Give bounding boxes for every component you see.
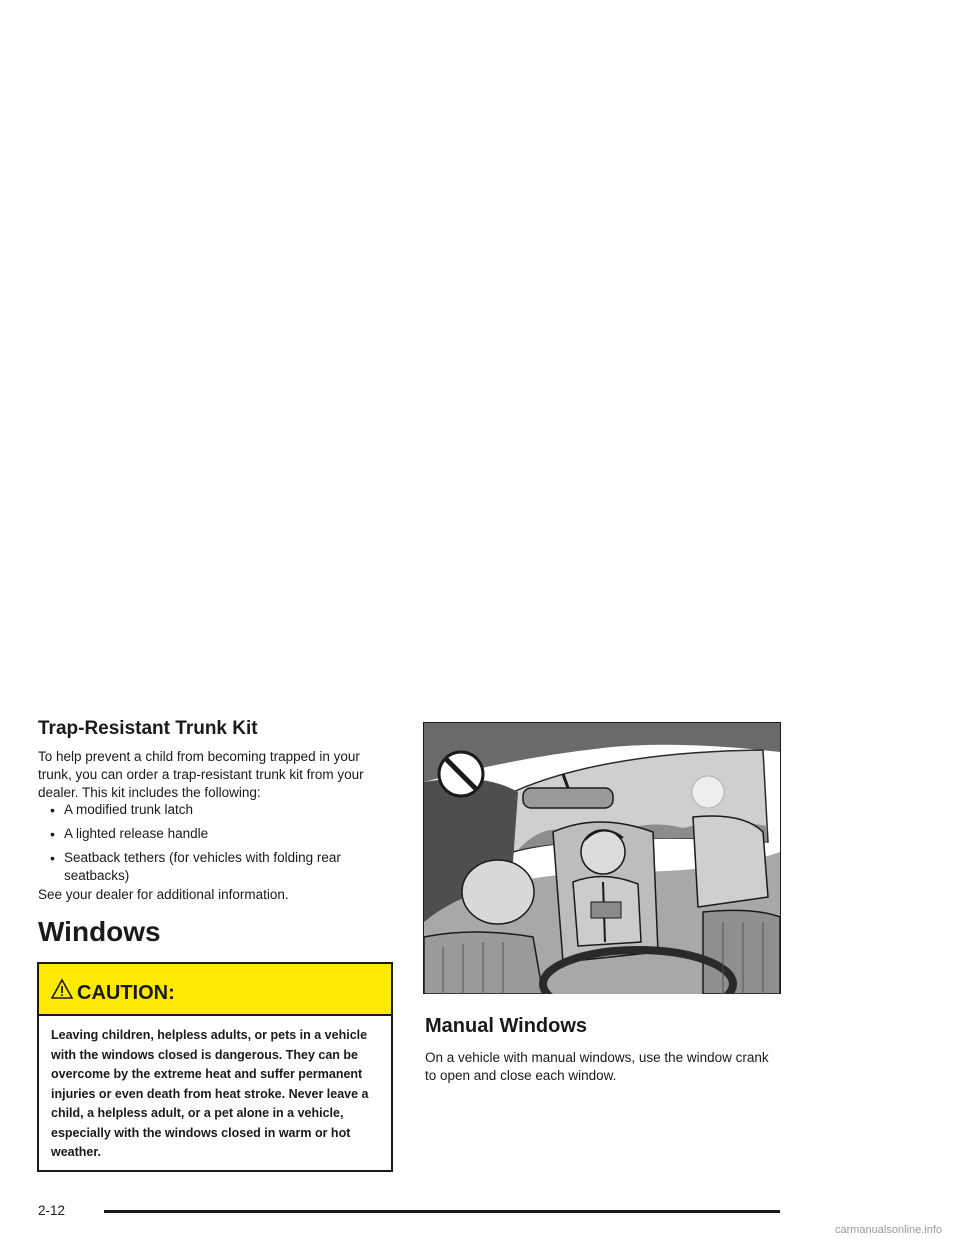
trunk-kit-outro: See your dealer for additional information. xyxy=(38,887,289,902)
warning-triangle-icon xyxy=(51,978,73,1000)
list-item: • A lighted release handle xyxy=(50,826,209,842)
section-heading-windows: Windows xyxy=(38,916,161,947)
list-item: • Seatback tethers (for vehicles with folding rear seatbacks) xyxy=(50,850,341,883)
caution-box xyxy=(37,962,393,1172)
bullet-icon: • xyxy=(50,826,55,842)
footer-rule xyxy=(104,1210,780,1213)
manual-windows-text: On a vehicle with manual windows, use the window crank to open and close each window. xyxy=(425,1050,769,1083)
caution-header xyxy=(39,964,391,1016)
section-heading-trunk-kit: Trap-Resistant Trunk Kit xyxy=(38,718,258,739)
list-item: • A modified trunk latch xyxy=(50,802,194,818)
caution-text: Leaving children, helpless adults, or pets in a vehicle with the windows closed is dangerous. They can be overcome by the extreme heat and suffer permanent injuries or even death from heat stroke. Never leave a child, a helpless adult, or a pet alone in a vehicle, especially with the windows closed in warm or hot weather. xyxy=(51,1028,369,1159)
trunk-kit-intro: To help prevent a child from becoming trapped in your trunk, you can order a trap-resistant trunk kit from your dealer. This kit includes the following: xyxy=(38,749,364,800)
trunk-kit-list xyxy=(38,801,394,891)
caution-title: CAUTION: xyxy=(77,981,175,1004)
section-heading-manual-windows: Manual Windows xyxy=(425,1015,588,1037)
page-number: 2-12 xyxy=(38,1203,66,1218)
bullet-icon: • xyxy=(50,802,55,818)
bullet-icon: • xyxy=(50,850,55,866)
child-in-car-illustration xyxy=(423,722,781,994)
watermark: carmanualsonline.info xyxy=(834,1224,942,1236)
